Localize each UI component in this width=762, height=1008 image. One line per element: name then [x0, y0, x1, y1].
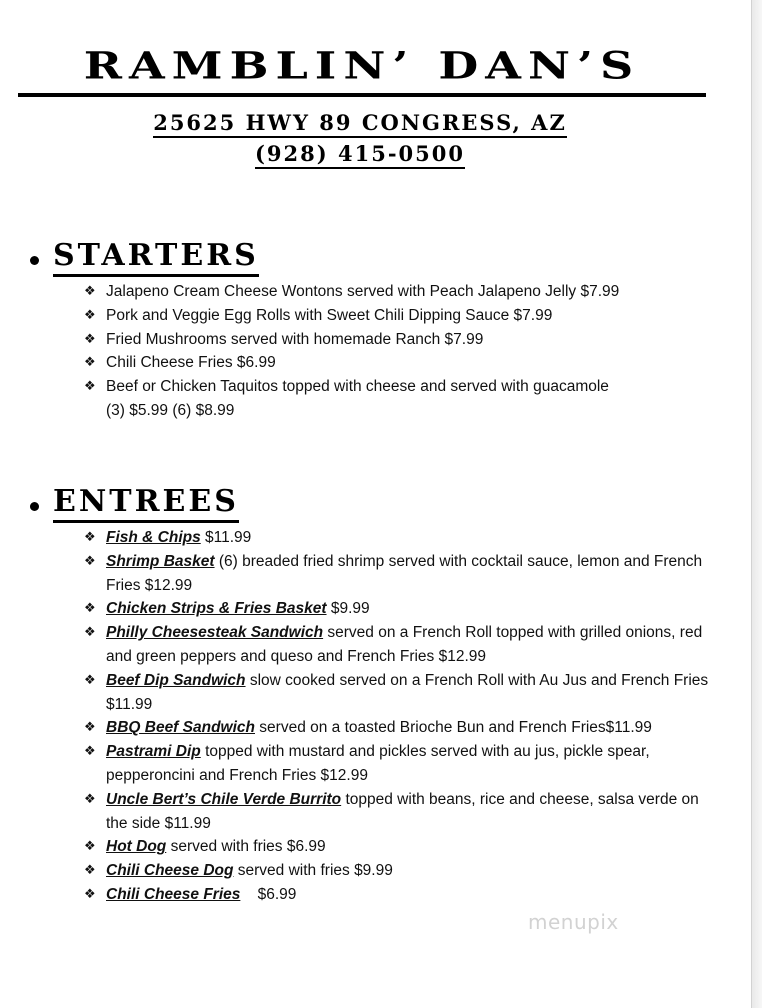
entrees-title: ENTREES: [53, 486, 239, 523]
entrees-heading: [30, 486, 239, 523]
entree-item-desc: $6.99: [240, 885, 297, 903]
diamond-bullet-icon: ❖: [84, 672, 96, 688]
diamond-bullet-icon: ❖: [84, 284, 96, 299]
starter-item-text: Chili Cheese Fries $6.99: [106, 354, 276, 372]
entree-item-desc: topped with beans, rice and cheese, salsa verde on the side $11.99: [106, 790, 699, 832]
entree-item-desc: topped with mustard and pickles served with au jus, pickle spear, pepperoncini and French Fries $12.99: [106, 743, 650, 784]
diamond-bullet-icon: ❖: [84, 863, 96, 879]
diamond-bullet-icon: ❖: [84, 720, 96, 736]
entree-item: [84, 669, 724, 717]
entree-item-desc: $11.99: [200, 529, 252, 546]
entree-item-name: Chicken Strips & Fries Basket: [106, 600, 327, 618]
restaurant-address: [0, 110, 720, 135]
bullet-dot-icon: [30, 502, 39, 511]
diamond-bullet-icon: ❖: [84, 839, 96, 855]
starter-item-text: Fried Mushrooms served with homemade Ranch $7.99: [106, 330, 484, 348]
entree-item: [84, 859, 724, 883]
entree-item-desc: served with fries $6.99: [166, 838, 326, 856]
starter-item: [84, 351, 724, 375]
menupix-watermark: menupix: [528, 910, 619, 934]
phone-text: (928) 415-0500: [255, 141, 465, 169]
entree-item: [84, 597, 724, 621]
entree-item: [84, 883, 724, 907]
diamond-bullet-icon: ❖: [84, 553, 96, 569]
entree-item-name: Chili Cheese Dog: [106, 862, 234, 880]
starter-item-price: (3) $5.99 (6) $8.99: [106, 401, 235, 419]
entree-item-name: Shrimp Basket: [106, 552, 215, 570]
entree-item-name: Chili Cheese Fries: [106, 885, 241, 903]
diamond-bullet-icon: ❖: [84, 307, 96, 323]
bullet-dot-icon: [30, 256, 39, 265]
diamond-bullet-icon: ❖: [84, 530, 96, 545]
starter-item: [84, 304, 724, 328]
entree-item: [84, 835, 724, 859]
entree-item-desc: served on a French Roll topped with grilled onions, red and green peppers and queso and French Fries $12.99: [106, 624, 703, 665]
page-edge: [751, 0, 762, 1008]
entree-item: [84, 788, 724, 836]
entree-item-desc: served on a toasted Brioche Bun and French Fries$11.99: [255, 719, 652, 737]
entree-item: [84, 550, 724, 598]
entree-item-desc: slow cooked served on a French Roll with Au Jus and French Fries $11.99: [106, 671, 709, 713]
entree-item-name: BBQ Beef Sandwich: [106, 719, 255, 737]
diamond-bullet-icon: ❖: [84, 625, 96, 641]
diamond-bullet-icon: ❖: [84, 331, 96, 347]
entree-item: [84, 526, 724, 550]
starters-list: [84, 280, 724, 423]
entree-item: [84, 740, 724, 788]
entree-item-desc: served with fries $9.99: [233, 862, 393, 880]
entree-item-name: Pastrami Dip: [106, 743, 201, 761]
starter-item: [84, 328, 724, 352]
entree-item-desc: $9.99: [326, 600, 370, 618]
starter-item-text: Jalapeno Cream Cheese Wontons served with Peach Jalapeno Jelly $7.99: [106, 283, 620, 300]
starters-heading: [30, 240, 259, 277]
entree-item-name: Hot Dog: [106, 838, 167, 856]
starter-item-text: Beef or Chicken Taquitos topped with cheese and served with guacamole: [106, 378, 609, 396]
restaurant-phone: [0, 141, 720, 166]
entree-item: [84, 716, 724, 740]
entree-item-name: Uncle Bert’s Chile Verde Burrito: [106, 790, 342, 808]
entree-item-desc: (6) breaded fried shrimp served with cocktail sauce, lemon and French Fries $12.99: [106, 552, 703, 594]
starters-title: STARTERS: [53, 240, 259, 277]
title-underline: [18, 93, 706, 97]
starter-item: [84, 280, 724, 304]
entree-item: [84, 621, 724, 669]
entree-item-name: Philly Cheesesteak Sandwich: [106, 624, 324, 642]
diamond-bullet-icon: ❖: [84, 744, 96, 760]
diamond-bullet-icon: ❖: [84, 886, 96, 902]
diamond-bullet-icon: ❖: [84, 379, 96, 395]
entree-item-name: Fish & Chips: [106, 529, 201, 546]
starter-item: [84, 375, 724, 423]
entree-item-name: Beef Dip Sandwich: [106, 671, 246, 689]
diamond-bullet-icon: ❖: [84, 601, 96, 617]
address-text: 25625 HWY 89 CONGRESS, AZ: [153, 110, 567, 138]
diamond-bullet-icon: ❖: [84, 355, 96, 371]
entrees-list: [84, 526, 724, 907]
starter-item-text: Pork and Veggie Egg Rolls with Sweet Chili Dipping Sauce $7.99: [106, 306, 553, 324]
restaurant-name: RAMBLIN’ DAN’S: [83, 43, 641, 88]
diamond-bullet-icon: ❖: [84, 791, 96, 807]
